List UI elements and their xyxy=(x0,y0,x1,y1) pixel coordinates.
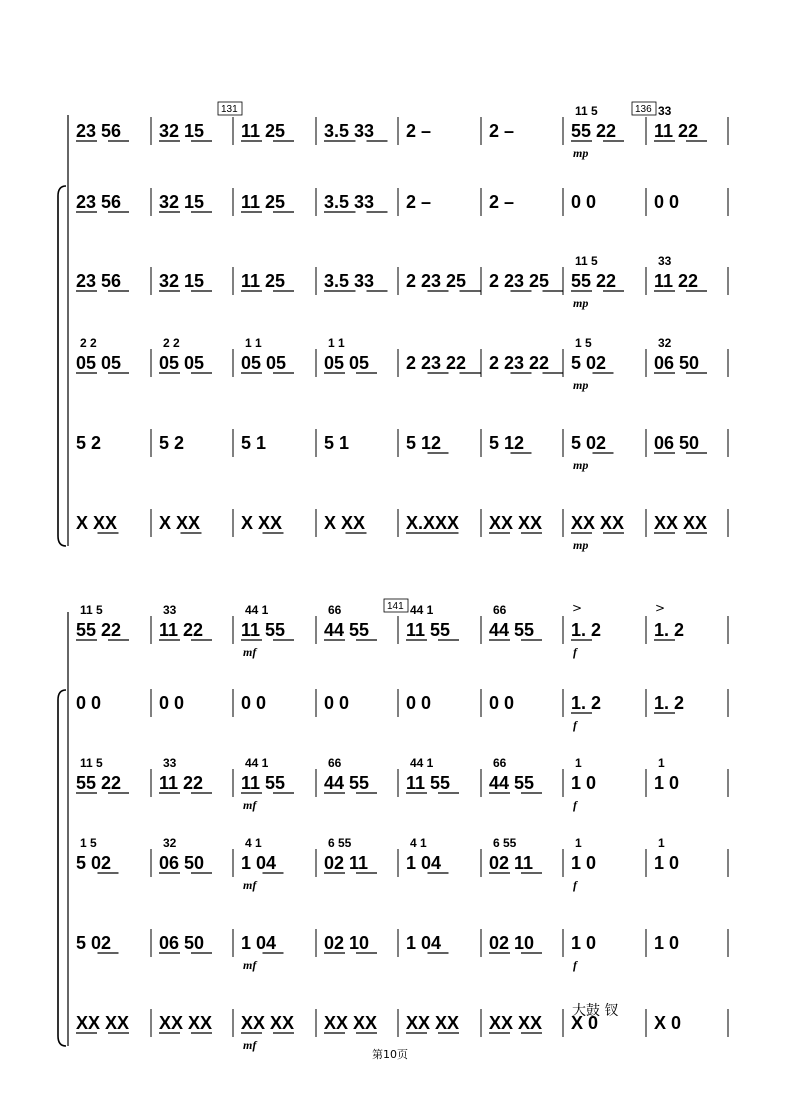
measure-number-131: 131 xyxy=(221,104,238,115)
note-group: 1. 2 xyxy=(654,620,685,640)
measure-number-141: 141 xyxy=(387,601,404,612)
note-group: 06 50 xyxy=(159,933,205,953)
note-group: 02 11 xyxy=(324,853,369,873)
note-group: 1 04 xyxy=(406,933,442,953)
accent-icon: > xyxy=(655,601,666,615)
note-group: 2 – xyxy=(489,192,515,212)
dynamic-mark: f xyxy=(573,718,577,732)
note-group: 23 56 xyxy=(76,271,122,291)
note-group: 2 23 22 xyxy=(406,353,467,373)
upper-digits: 11 5 xyxy=(575,104,598,118)
note-group: 06 50 xyxy=(654,433,700,453)
dynamic-mark: f xyxy=(573,798,577,812)
note-group: 1 0 xyxy=(654,773,680,793)
note-group: 5 2 xyxy=(159,433,185,453)
note-group: 1. 2 xyxy=(571,620,602,640)
upper-digits: 44 1 xyxy=(410,603,434,617)
note-group: X XX xyxy=(159,513,201,533)
dynamic-mark: mp xyxy=(573,538,589,552)
note-group: 0 0 xyxy=(76,693,102,713)
note-group: 11 55 xyxy=(406,773,451,793)
note-group: 1 04 xyxy=(241,853,277,873)
upper-digits: 44 1 xyxy=(245,603,269,617)
dynamic-mark: mp xyxy=(573,146,589,160)
upper-digits: 1 xyxy=(658,836,665,850)
note-group: 06 50 xyxy=(654,353,700,373)
note-group: 06 50 xyxy=(159,853,205,873)
note-group: 1 0 xyxy=(571,933,597,953)
note-group: XX XX xyxy=(571,513,625,533)
note-group: 2 – xyxy=(406,121,432,141)
note-group: 1 0 xyxy=(571,773,597,793)
upper-digits: 32 xyxy=(163,836,177,850)
note-group: 23 56 xyxy=(76,192,122,212)
dynamic-mark: mf xyxy=(243,958,257,972)
dynamic-mark: mf xyxy=(243,878,257,892)
note-group: XX XX xyxy=(406,1013,460,1033)
note-group: 2 – xyxy=(489,121,515,141)
note-group: 32 15 xyxy=(159,121,205,141)
note-group: 05 05 xyxy=(76,353,122,373)
note-group: X XX xyxy=(76,513,118,533)
note-group: 05 05 xyxy=(159,353,205,373)
note-group: 2 23 22 xyxy=(489,353,550,373)
note-group: 55 22 xyxy=(76,620,122,640)
upper-digits: 1 xyxy=(575,836,582,850)
note-group: 05 05 xyxy=(324,353,370,373)
note-group: X XX xyxy=(324,513,366,533)
upper-digits: 1 xyxy=(575,756,582,770)
note-group: 2 23 25 xyxy=(489,271,550,291)
note-group: X.XXX xyxy=(406,513,460,533)
note-group: 11 25 xyxy=(241,192,286,212)
upper-digits: 4 1 xyxy=(410,836,427,850)
upper-digits: 1 xyxy=(658,756,665,770)
note-group: 2 – xyxy=(406,192,432,212)
note-group: 02 11 xyxy=(489,853,534,873)
measure-number-136: 136 xyxy=(635,104,652,115)
score-layer xyxy=(58,104,728,1052)
note-group: XX XX xyxy=(489,1013,543,1033)
upper-digits: 4 1 xyxy=(245,836,262,850)
upper-digits: 44 1 xyxy=(410,756,434,770)
note-group: 5 12 xyxy=(489,433,525,453)
upper-digits: 2 2 xyxy=(80,336,97,350)
page-number: 第10页 xyxy=(372,1048,408,1061)
note-group: 0 0 xyxy=(159,693,185,713)
system-bracket xyxy=(58,186,66,546)
note-group: 23 56 xyxy=(76,121,122,141)
upper-digits: 1 5 xyxy=(80,836,97,850)
note-group: XX XX xyxy=(654,513,708,533)
note-group: 02 10 xyxy=(489,933,535,953)
upper-digits: 11 5 xyxy=(80,603,103,617)
note-group: 0 0 xyxy=(324,693,350,713)
note-group: 0 0 xyxy=(571,192,597,212)
note-group: 0 0 xyxy=(241,693,267,713)
dynamic-mark: f xyxy=(573,645,577,659)
note-group: 44 55 xyxy=(489,773,535,793)
upper-digits: 2 2 xyxy=(163,336,180,350)
note-group: 11 55 xyxy=(406,620,451,640)
upper-digits: 33 xyxy=(658,104,672,118)
system-bracket xyxy=(58,690,66,1046)
instrument-label: 大鼓 钗 xyxy=(572,1003,619,1019)
note-group: 0 0 xyxy=(489,693,515,713)
upper-digits: 66 xyxy=(493,603,507,617)
upper-digits: 1 1 xyxy=(328,336,345,350)
note-group: XX XX xyxy=(324,1013,378,1033)
note-group: 55 22 xyxy=(571,121,617,141)
note-group: 0 0 xyxy=(406,693,432,713)
note-group: 1 0 xyxy=(571,853,597,873)
note-group: 44 55 xyxy=(324,620,370,640)
dynamic-mark: mp xyxy=(573,378,589,392)
note-group: 3.5 33 xyxy=(324,121,375,141)
note-group: 5 1 xyxy=(324,433,350,453)
note-group: X 0 xyxy=(654,1013,682,1033)
note-group: XX XX xyxy=(489,513,543,533)
note-group: 32 15 xyxy=(159,271,205,291)
note-group: 11 22 xyxy=(654,121,699,141)
note-group: 5 02 xyxy=(76,853,112,873)
note-group: 1 04 xyxy=(241,933,277,953)
note-group: 55 22 xyxy=(76,773,122,793)
note-group: 02 10 xyxy=(324,933,370,953)
dynamic-mark: mp xyxy=(573,296,589,310)
note-group: 11 25 xyxy=(241,121,286,141)
note-group: 2 23 25 xyxy=(406,271,467,291)
upper-digits: 66 xyxy=(328,756,342,770)
upper-digits: 33 xyxy=(658,254,672,268)
dynamic-mark: mp xyxy=(573,458,589,472)
upper-digits: 1 1 xyxy=(245,336,262,350)
upper-digits: 44 1 xyxy=(245,756,269,770)
note-group: 55 22 xyxy=(571,271,617,291)
note-group: 11 22 xyxy=(159,620,204,640)
note-group: XX XX xyxy=(159,1013,213,1033)
note-group: 11 22 xyxy=(159,773,204,793)
upper-digits: 33 xyxy=(163,756,177,770)
note-group: X XX xyxy=(241,513,283,533)
upper-digits: 66 xyxy=(493,756,507,770)
note-group: 44 55 xyxy=(324,773,370,793)
note-group: XX XX xyxy=(76,1013,130,1033)
note-group: 11 55 xyxy=(241,773,286,793)
note-group: 1 04 xyxy=(406,853,442,873)
upper-digits: 66 xyxy=(328,603,342,617)
dynamic-mark: mf xyxy=(243,798,257,812)
note-group: 11 55 xyxy=(241,620,286,640)
note-group: X 0 xyxy=(571,1013,599,1033)
note-group: 5 02 xyxy=(571,353,607,373)
upper-digits: 33 xyxy=(163,603,177,617)
dynamic-mark: f xyxy=(573,878,577,892)
upper-digits: 11 5 xyxy=(575,254,598,268)
dynamic-mark: f xyxy=(573,958,577,972)
note-group: XX XX xyxy=(241,1013,295,1033)
upper-digits: 32 xyxy=(658,336,672,350)
note-group: 1. 2 xyxy=(654,693,685,713)
note-group: 5 02 xyxy=(76,933,112,953)
dynamic-mark: mf xyxy=(243,645,257,659)
note-group: 1. 2 xyxy=(571,693,602,713)
note-group: 32 15 xyxy=(159,192,205,212)
note-group: 0 0 xyxy=(654,192,680,212)
note-group: 3.5 33 xyxy=(324,271,375,291)
note-group: 1 0 xyxy=(654,853,680,873)
note-group: 11 22 xyxy=(654,271,699,291)
accent-icon: > xyxy=(572,601,583,615)
upper-digits: 6 55 xyxy=(493,836,517,850)
note-group: 5 12 xyxy=(406,433,442,453)
note-group: 05 05 xyxy=(241,353,287,373)
note-group: 3.5 33 xyxy=(324,192,375,212)
upper-digits: 1 5 xyxy=(575,336,592,350)
upper-digits: 11 5 xyxy=(80,756,103,770)
note-group: 5 02 xyxy=(571,433,607,453)
upper-digits: 6 55 xyxy=(328,836,352,850)
note-group: 11 25 xyxy=(241,271,286,291)
note-group: 44 55 xyxy=(489,620,535,640)
note-group: 1 0 xyxy=(654,933,680,953)
note-group: 5 1 xyxy=(241,433,267,453)
dynamic-mark: mf xyxy=(243,1038,257,1052)
note-group: 5 2 xyxy=(76,433,102,453)
